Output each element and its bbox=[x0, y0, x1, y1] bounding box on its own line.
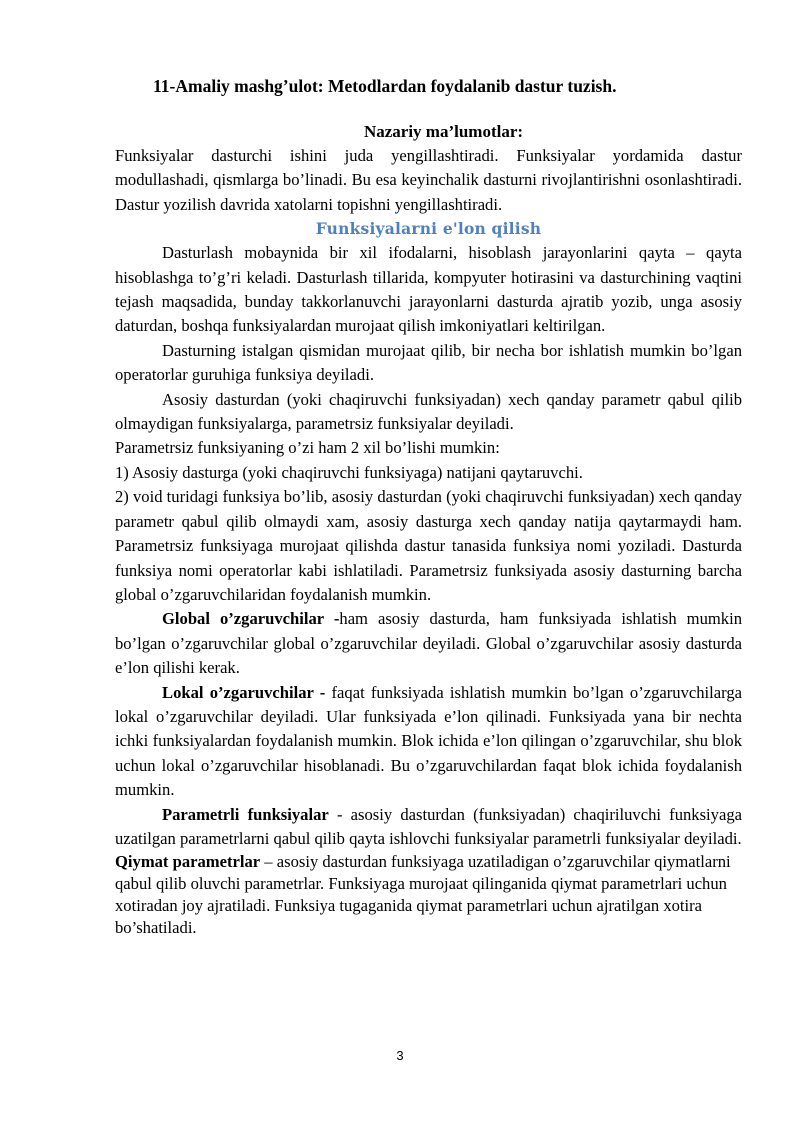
value-parameters-paragraph bbox=[115, 851, 742, 939]
page-number: 3 bbox=[396, 1048, 404, 1063]
paragraph-4: Parametrsiz funksiyaning o’zi ham 2 xil bo’lishi mumkin: bbox=[115, 438, 500, 458]
paragraph-3: Asosiy dasturdan (yoki chaqiruvchi funksiyadan) xech qanday parametr qabul qilib olmaydigan funksiyalarga, parametrsiz funksiyalar deyiladi. bbox=[115, 389, 742, 434]
local-definition: faqat funksiyada ishlatish mumkin bo’lgan o’zgaruvchilarga lokal o’zgaruvchilar deyiladi. Ular funksiyada e’lon qilinadi. Funksiyada yana bir nechta ichki funksiyalardan foydalanish mumkin. Blok ichida e’lon qilingan o’zgaruvchilar, shu blok uchun lokal o’zgaruvchilar hisoblanadi. Bu o’zgaruvchilardan faqat blok ichida foydalanish mumkin. bbox=[115, 682, 742, 800]
document-page bbox=[115, 74, 742, 939]
list-item-2: 2) void turidagi funksiya bo’lib, asosiy dasturdan (yoki chaqiruvchi funksiyadan) xech qanday parametr qabul qilib olmaydi xam, asosiy dasturga xech qanday natija qaytarmaydi ham. Parametrsiz funksiyaga murojaat qilishda dastur tanasida funksiya nomi yoziladi. Dasturda funksiya nomi operatorlar kabi ishlatiladi. Parametrsiz funksiyada asosiy dasturning barcha global o’zgaruvchilaridan foydalanish mumkin. bbox=[115, 487, 742, 604]
paragraph-1: Dasturlash mobaynida bir xil ifodalarni, hisoblash jarayonlarini qayta – qayta hisoblashga to’g’ri keladi. Dasturlash tillarida, kompyuter hotirasini va dasturchining vaqtini tejash maqsadida, bunday takkorlanuvchi jarayonlarni dasturda ajratib yozib, unga asosiy daturdan, boshqa funksiyalardan murojaat qilish imkoniyatlari keltirilgan. bbox=[115, 243, 742, 336]
value-params-definition: – asosiy dasturdan funksiyaga uzatiladigan o’zgaruvchilar qiymatlarni qabul qilib oluvchi parametrlar. Funksiyaga murojaat qilinganida qiymat parametrlari uchun xotiradan joy ajratiladi. Funksiya tugaganida qiymat parametrlari uchun ajratilgan xotira bo’shatiladi. bbox=[115, 852, 731, 938]
global-term: Global o’zgaruvchilar - bbox=[162, 609, 340, 629]
list-item-1: 1) Asosiy dasturga (yoki chaqiruvchi funksiyaga) natijani qaytaruvchi. bbox=[115, 462, 583, 482]
section-subtitle: Nazariy ma’lumotlar: bbox=[363, 122, 524, 141]
global-variables-paragraph bbox=[115, 607, 742, 680]
local-term: Lokal o’zgaruvchilar - bbox=[162, 682, 326, 702]
local-variables-paragraph bbox=[115, 681, 742, 803]
parametric-functions-paragraph bbox=[115, 803, 742, 852]
global-definition: ham asosiy dasturda, ham funksiyada ishlatish mumkin bo’lgan o’zgaruvchilar global o’zgaruvchilar deyiladi. Global o’zgaruvchilar asosiy dasturda e’lon qilishi kerak. bbox=[115, 609, 742, 678]
param-definition: - asosiy dasturdan (funksiyadan) chaqiriluvchi funksiyaga uzatilgan parametrlarni qabul qilib qayta ishlovchi funksiyalar parametrli funksiyalar deyiladi. bbox=[115, 804, 742, 848]
paragraph-2: Dasturning istalgan qismidan murojaat qilib, bir necha bor ishlatish mumkin bo’lgan operatorlar guruhiga funksiya deyiladi. bbox=[115, 340, 742, 385]
value-params-term: Qiymat parametrlar bbox=[115, 852, 261, 872]
param-term: Parametrli funksiyalar bbox=[162, 804, 329, 824]
page-title: 11-Amaliy mashg’ulot: Metodlardan foydalanib dastur tuzish. bbox=[153, 76, 617, 96]
intro-paragraph: Funksiyalar dasturchi ishini juda yengillashtiradi. Funksiyalar yordamida dastur modullashadi, qismlarga bo’linadi. Bu esa keyinchalik dasturni rivojlantirishni osonlashtiradi. Dastur yozilish davrida xatolarni topishni yengillashtiradi. bbox=[115, 146, 742, 214]
section-heading: Funksiyalarni e'lon qilish bbox=[315, 219, 542, 239]
